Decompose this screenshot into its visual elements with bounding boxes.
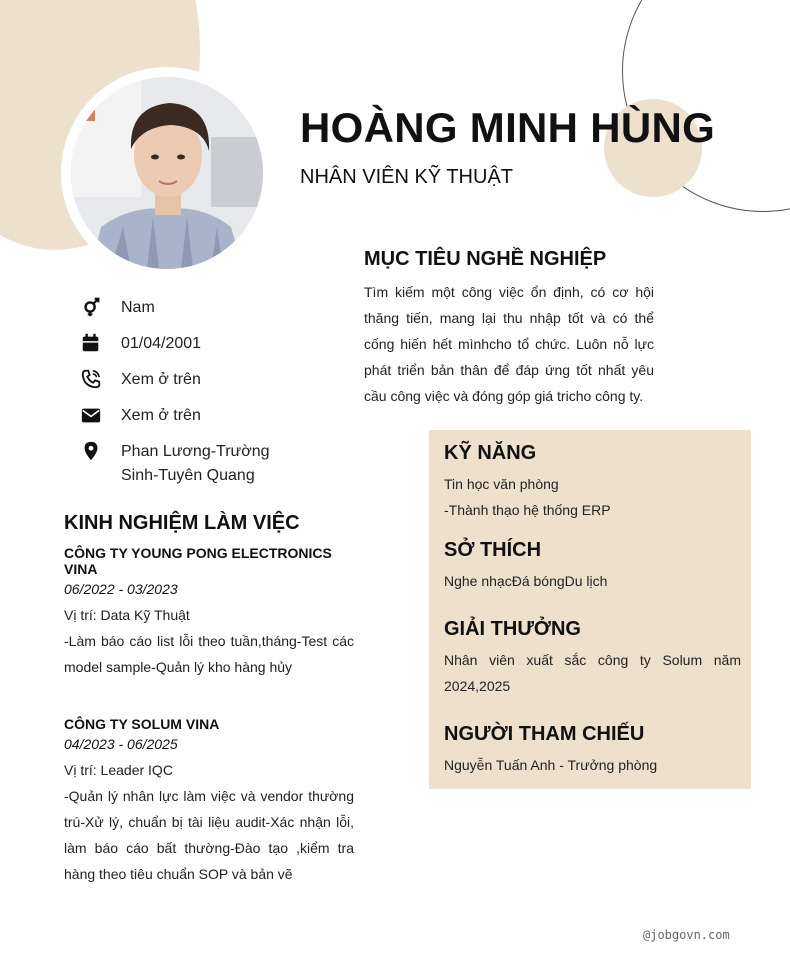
skills-panel bbox=[429, 430, 751, 789]
email-icon bbox=[80, 404, 106, 426]
section-heading: SỞ THÍCH bbox=[444, 539, 542, 561]
contact-text: Phan Lương-Trường Sinh-Tuyên Quang bbox=[121, 443, 270, 484]
job-position: Vị trí: Data Kỹ Thuật bbox=[64, 607, 190, 623]
references-section bbox=[444, 723, 741, 778]
awards-section bbox=[444, 618, 741, 699]
candidate-name: HOÀNG MINH HÙNG bbox=[300, 104, 716, 151]
job-period: 06/2022 - 03/2023 bbox=[64, 581, 178, 597]
contact-text: Xem ở trên bbox=[121, 407, 201, 424]
phone-icon bbox=[80, 368, 106, 390]
location-icon bbox=[80, 440, 106, 462]
section-heading: MỤC TIÊU NGHỀ NGHIỆP bbox=[364, 248, 607, 270]
section-heading: KINH NGHIỆM LÀM VIỆC bbox=[64, 512, 300, 534]
job-period: 04/2023 - 06/2025 bbox=[64, 736, 178, 752]
job-title: NHÂN VIÊN KỸ THUẬT bbox=[300, 166, 513, 188]
contact-phone bbox=[80, 368, 310, 392]
skill-item: Tin học văn phòng bbox=[444, 476, 559, 492]
skill-item: -Thành thạo hệ thống ERP bbox=[444, 502, 611, 518]
avatar bbox=[71, 77, 263, 269]
job-entry bbox=[64, 716, 354, 887]
contact-gender bbox=[80, 296, 310, 320]
awards-text: Nhân viên xuất sắc công ty Solum năm 2024,2025 bbox=[444, 652, 741, 694]
company-name: CÔNG TY YOUNG PONG ELECTRONICS VINA bbox=[64, 545, 332, 577]
section-heading: GIẢI THƯỞNG bbox=[444, 618, 581, 640]
contact-text: Xem ở trên bbox=[121, 371, 201, 388]
company-name: CÔNG TY SOLUM VINA bbox=[64, 716, 220, 732]
contact-email bbox=[80, 404, 310, 428]
watermark: @jobgovn.com bbox=[643, 928, 730, 942]
job-description: -Làm báo cáo list lỗi theo tuần,tháng-Test các model sample-Quản lý kho hàng hủy bbox=[64, 633, 354, 675]
contact-birthday bbox=[80, 332, 310, 356]
contact-text: 01/04/2001 bbox=[121, 335, 202, 352]
gender-icon bbox=[80, 296, 106, 318]
work-experience-section bbox=[64, 512, 354, 887]
references-text: Nguyễn Tuấn Anh - Trưởng phòng bbox=[444, 757, 658, 773]
section-heading: KỸ NĂNG bbox=[444, 442, 537, 464]
contact-address bbox=[80, 440, 310, 488]
career-objective-section bbox=[364, 248, 654, 409]
skills-section bbox=[444, 442, 741, 523]
hobbies-text: Nghe nhạcĐá bóngDu lịch bbox=[444, 573, 608, 589]
hobbies-section bbox=[444, 539, 741, 594]
job-entry bbox=[64, 545, 354, 680]
contact-text: Nam bbox=[121, 299, 155, 316]
contact-list bbox=[80, 296, 310, 500]
skills-list bbox=[444, 471, 741, 523]
section-heading: NGƯỜI THAM CHIẾU bbox=[444, 723, 645, 745]
calendar-icon bbox=[80, 332, 106, 354]
objective-text: Tìm kiếm một công việc ổn định, có cơ hội thăng tiến, mang lại thu nhập tốt và có thể cống hiến hết mìnhcho tổ chức. Luôn nỗ lực phát triển bản thân để đáp ứng tốt nhất yêu cầu công việc và đóng góp giá tricho công ty. bbox=[364, 284, 654, 404]
job-position: Vị trí: Leader IQC bbox=[64, 762, 173, 778]
job-description: -Quản lý nhân lực làm việc và vendor thường trú-Xử lý, chuẩn bị tài liệu audit-Xác nhận lỗi, làm báo cáo bất thường-Đào tạo ,kiểm tra hàng theo tiêu chuẩn SOP và bản vẽ bbox=[64, 788, 354, 882]
